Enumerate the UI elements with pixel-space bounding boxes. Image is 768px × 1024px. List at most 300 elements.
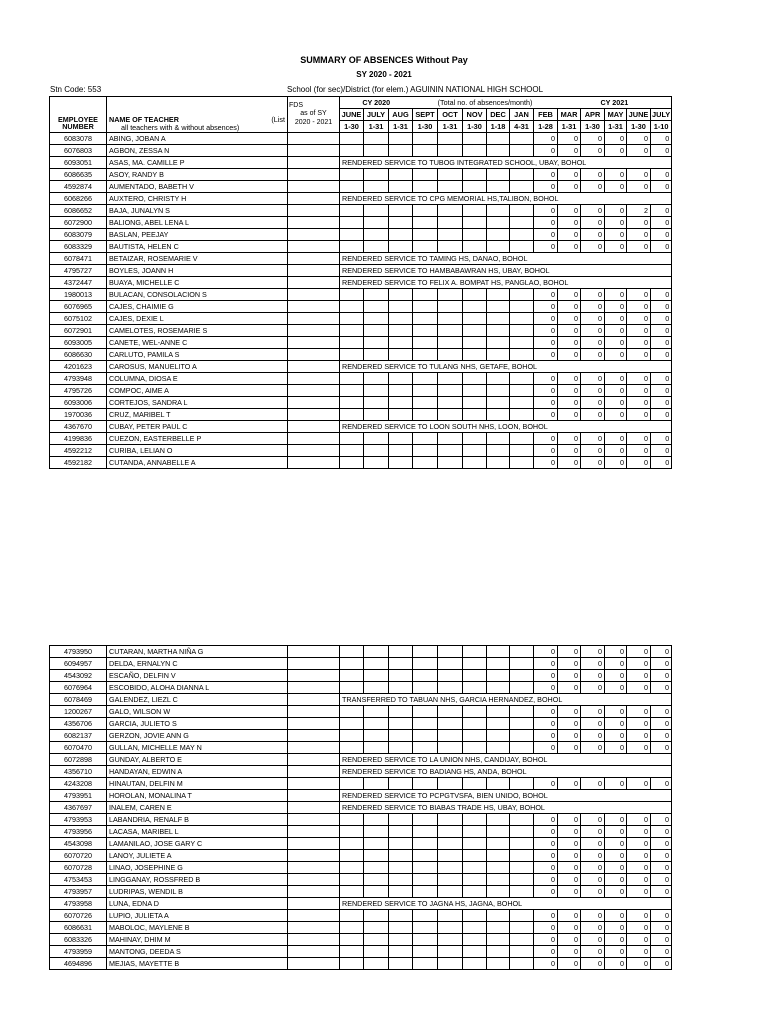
absence-cell-empty <box>413 169 438 181</box>
absence-count: 0 <box>534 373 558 385</box>
absence-cell-empty <box>487 313 510 325</box>
day-range-header-12: 1-30 <box>627 121 651 133</box>
employee-number: 6078469 <box>50 694 107 706</box>
employee-number: 6086631 <box>50 922 107 934</box>
employee-number: 4793958 <box>50 898 107 910</box>
absence-count: 0 <box>605 886 627 898</box>
station-code: Stn Code: 553 <box>50 85 102 94</box>
absence-cell-empty <box>340 874 364 886</box>
table-row <box>50 133 672 145</box>
absence-count: 0 <box>627 373 651 385</box>
absence-count: 0 <box>581 205 605 217</box>
fds-cell <box>288 193 340 205</box>
absence-cell-empty <box>340 433 364 445</box>
absence-count: 0 <box>558 301 581 313</box>
absence-cell-empty <box>510 718 534 730</box>
absence-cell-empty <box>438 133 463 145</box>
absence-cell-empty <box>340 718 364 730</box>
absence-cell-empty <box>364 397 389 409</box>
absence-count: 0 <box>651 862 672 874</box>
absence-count: 0 <box>627 706 651 718</box>
absence-cell-empty <box>438 313 463 325</box>
absence-count: 0 <box>534 874 558 886</box>
table-row <box>50 253 672 265</box>
absence-cell-empty <box>364 385 389 397</box>
absence-count: 0 <box>558 409 581 421</box>
absence-cell-empty <box>438 850 463 862</box>
employee-number-header <box>50 97 107 133</box>
absence-cell-empty <box>510 682 534 694</box>
absence-cell-empty <box>389 886 413 898</box>
absence-cell-empty <box>463 778 487 790</box>
absence-cell-empty <box>438 409 463 421</box>
month-header-7: JAN <box>510 109 534 121</box>
absence-count: 0 <box>581 862 605 874</box>
absence-cell-empty <box>487 874 510 886</box>
absence-cell-empty <box>413 910 438 922</box>
absence-cell-empty <box>340 682 364 694</box>
absence-cell-empty <box>413 349 438 361</box>
absence-cell-empty <box>340 325 364 337</box>
absence-count: 0 <box>534 922 558 934</box>
teacher-name: CAJES, CHAIMIE G <box>107 301 288 313</box>
teacher-name: MEJIAS, MAYETTE B <box>107 958 288 970</box>
fds-cell <box>288 133 340 145</box>
teacher-name: CARLUTO, PAMILA S <box>107 349 288 361</box>
absence-cell-empty <box>438 910 463 922</box>
employee-number: 6070720 <box>50 850 107 862</box>
table-row <box>50 874 672 886</box>
absence-cell-empty <box>364 922 389 934</box>
absence-cell-empty <box>510 874 534 886</box>
absence-count: 0 <box>627 730 651 742</box>
table-row <box>50 349 672 361</box>
teacher-name: LUDRIPAS, WENDIL B <box>107 886 288 898</box>
absence-cell-empty <box>510 133 534 145</box>
employee-number: 4793956 <box>50 826 107 838</box>
fds-cell <box>288 421 340 433</box>
absence-cell-empty <box>438 229 463 241</box>
employee-number: 6076964 <box>50 682 107 694</box>
absence-count: 0 <box>627 385 651 397</box>
absence-cell-empty <box>340 670 364 682</box>
absence-count: 0 <box>605 409 627 421</box>
absence-cell-empty <box>463 862 487 874</box>
fds-cell <box>288 766 340 778</box>
absence-count: 0 <box>581 850 605 862</box>
absence-count: 0 <box>581 241 605 253</box>
month-header-11: MAY <box>605 109 627 121</box>
absence-count: 0 <box>605 169 627 181</box>
table-row <box>50 790 672 802</box>
month-header-12: JUNE <box>627 109 651 121</box>
employee-number: 4356710 <box>50 766 107 778</box>
absence-cell-empty <box>389 289 413 301</box>
employee-number: 4201623 <box>50 361 107 373</box>
absence-count: 0 <box>605 706 627 718</box>
absence-cell-empty <box>413 646 438 658</box>
absence-count: 0 <box>605 133 627 145</box>
absence-count: 0 <box>627 826 651 838</box>
absence-cell-empty <box>364 958 389 970</box>
teacher-name: ESCOBIDO, ALOHA DIANNA L <box>107 682 288 694</box>
absence-count: 0 <box>627 325 651 337</box>
employee-number: 6086630 <box>50 349 107 361</box>
absence-cell-empty <box>487 145 510 157</box>
absence-count: 0 <box>581 397 605 409</box>
absence-cell-empty <box>438 169 463 181</box>
teacher-name: GARCIA, JULIETO S <box>107 718 288 730</box>
absence-cell-empty <box>487 922 510 934</box>
fds-cell <box>288 838 340 850</box>
absence-cell-empty <box>487 958 510 970</box>
fds-cell <box>288 265 340 277</box>
absence-count: 0 <box>627 229 651 241</box>
absence-count: 0 <box>534 385 558 397</box>
absence-count: 0 <box>627 217 651 229</box>
absence-cell-empty <box>413 742 438 754</box>
absence-count: 0 <box>534 301 558 313</box>
absence-count: 0 <box>534 397 558 409</box>
absence-count: 0 <box>581 742 605 754</box>
absence-cell-empty <box>413 838 438 850</box>
absence-cell-empty <box>340 349 364 361</box>
absence-count: 0 <box>627 838 651 850</box>
absence-cell-empty <box>389 205 413 217</box>
month-header-6: DEC <box>487 109 510 121</box>
absence-cell-empty <box>510 241 534 253</box>
absence-count: 0 <box>627 946 651 958</box>
table-row <box>50 730 672 742</box>
absence-cell-empty <box>413 409 438 421</box>
absence-cell-empty <box>364 313 389 325</box>
absence-count: 0 <box>651 910 672 922</box>
service-note: RENDERED SERVICE TO TULANG NHS, GETAFE, BOHOL <box>340 361 672 373</box>
employee-number: 4793953 <box>50 814 107 826</box>
absence-cell-empty <box>510 181 534 193</box>
absence-cell-empty <box>389 337 413 349</box>
absence-cell-empty <box>487 658 510 670</box>
table-row <box>50 457 672 469</box>
absence-cell-empty <box>413 682 438 694</box>
absence-cell-empty <box>487 385 510 397</box>
absence-count: 0 <box>581 658 605 670</box>
teacher-name: COMPOC, AIME A <box>107 385 288 397</box>
absence-count: 0 <box>651 229 672 241</box>
absence-cell-empty <box>389 409 413 421</box>
absence-cell-empty <box>487 181 510 193</box>
teacher-name: LAMANILAO, JOSE GARY C <box>107 838 288 850</box>
absence-cell-empty <box>364 337 389 349</box>
absence-count: 0 <box>534 862 558 874</box>
employee-number: 6083078 <box>50 133 107 145</box>
absence-cell-empty <box>413 445 438 457</box>
absence-cell-empty <box>364 778 389 790</box>
teacher-name: BAUTISTA, HELEN C <box>107 241 288 253</box>
absence-cell-empty <box>340 385 364 397</box>
absence-count: 0 <box>605 826 627 838</box>
day-range-header-2: 1-31 <box>389 121 413 133</box>
table-row <box>50 958 672 970</box>
fds-cell <box>288 646 340 658</box>
absence-cell-empty <box>487 373 510 385</box>
report-title: SUMMARY OF ABSENCES Without Pay <box>300 55 468 65</box>
absence-count: 0 <box>627 181 651 193</box>
absence-cell-empty <box>364 229 389 241</box>
absence-cell-empty <box>413 205 438 217</box>
absence-cell-empty <box>389 730 413 742</box>
absence-count: 0 <box>627 301 651 313</box>
absence-cell-empty <box>510 838 534 850</box>
absence-cell-empty <box>463 445 487 457</box>
service-note: RENDERED SERVICE TO PCPGTVSFA, BIEN UNIDO, BOHOL <box>340 790 672 802</box>
employee-number: 6083326 <box>50 934 107 946</box>
absence-cell-empty <box>364 349 389 361</box>
absence-count: 0 <box>558 874 581 886</box>
absence-cell-empty <box>463 874 487 886</box>
service-note: RENDERED SERVICE TO BADIANG HS, ANDA, BOHOL <box>340 766 672 778</box>
fds-cell <box>288 325 340 337</box>
teacher-name: COLUMNA, DIOSA E <box>107 373 288 385</box>
absence-count: 0 <box>534 778 558 790</box>
month-header-9: MAR <box>558 109 581 121</box>
absence-cell-empty <box>510 445 534 457</box>
service-note: RENDERED SERVICE TO CPG MEMORIAL HS,TALIBON, BOHOL <box>340 193 672 205</box>
absence-cell-empty <box>413 730 438 742</box>
absence-count: 0 <box>581 217 605 229</box>
absence-cell-empty <box>438 742 463 754</box>
absence-count: 0 <box>534 325 558 337</box>
day-range-header-13: 1-10 <box>651 121 672 133</box>
absence-cell-empty <box>340 445 364 457</box>
absence-cell-empty <box>510 886 534 898</box>
absence-count: 0 <box>581 958 605 970</box>
employee-header-line1: EMPLOYEE <box>58 114 98 124</box>
absence-cell-empty <box>413 145 438 157</box>
absence-cell-empty <box>487 457 510 469</box>
absence-cell-empty <box>487 706 510 718</box>
absence-cell-empty <box>510 862 534 874</box>
absence-count: 0 <box>627 169 651 181</box>
table-row <box>50 946 672 958</box>
absence-count: 0 <box>627 658 651 670</box>
absence-cell-empty <box>364 946 389 958</box>
absence-count: 0 <box>558 349 581 361</box>
absence-cell-empty <box>510 778 534 790</box>
fds-header-line1: FDS <box>289 102 303 110</box>
absence-cell-empty <box>487 337 510 349</box>
fds-cell <box>288 181 340 193</box>
absence-count: 0 <box>558 445 581 457</box>
fds-cell <box>288 934 340 946</box>
teacher-name: ASOY, RANDY B <box>107 169 288 181</box>
absence-count: 0 <box>605 217 627 229</box>
absence-count: 0 <box>558 205 581 217</box>
teacher-name: GULLAN, MICHELLE MAY N <box>107 742 288 754</box>
absence-cell-empty <box>364 181 389 193</box>
fds-cell <box>288 205 340 217</box>
absence-count: 0 <box>534 850 558 862</box>
absence-cell-empty <box>438 682 463 694</box>
absence-cell-empty <box>438 946 463 958</box>
day-range-header-7: 4-31 <box>510 121 534 133</box>
absence-count: 0 <box>558 886 581 898</box>
table-row <box>50 670 672 682</box>
absence-cell-empty <box>340 205 364 217</box>
absence-cell-empty <box>389 958 413 970</box>
absence-count: 0 <box>651 958 672 970</box>
employee-number: 4356706 <box>50 718 107 730</box>
teacher-name-header <box>107 97 288 133</box>
absence-count: 0 <box>605 301 627 313</box>
employee-number: 4795727 <box>50 265 107 277</box>
absence-count: 0 <box>627 457 651 469</box>
absence-cell-empty <box>413 229 438 241</box>
teacher-name: AUXTERO, CHRISTY H <box>107 193 288 205</box>
absence-count: 0 <box>534 670 558 682</box>
absence-cell-empty <box>340 217 364 229</box>
teacher-name: HOROLAN, MONALINA T <box>107 790 288 802</box>
absence-cell-empty <box>340 862 364 874</box>
absence-count: 0 <box>558 958 581 970</box>
absence-cell-empty <box>510 301 534 313</box>
employee-number: 6070726 <box>50 910 107 922</box>
absence-count: 0 <box>558 934 581 946</box>
absence-cell-empty <box>389 445 413 457</box>
table-row <box>50 886 672 898</box>
absence-cell-empty <box>463 826 487 838</box>
absence-cell-empty <box>364 658 389 670</box>
employee-number: 6078471 <box>50 253 107 265</box>
absence-cell-empty <box>389 814 413 826</box>
absence-cell-empty <box>340 658 364 670</box>
fds-cell <box>288 289 340 301</box>
table-row <box>50 754 672 766</box>
absence-count: 0 <box>651 241 672 253</box>
absence-count: 0 <box>581 445 605 457</box>
absence-cell-empty <box>364 718 389 730</box>
absence-count: 0 <box>581 133 605 145</box>
absence-cell-empty <box>463 850 487 862</box>
employee-number: 1970036 <box>50 409 107 421</box>
fds-cell <box>288 802 340 814</box>
absence-count: 0 <box>627 874 651 886</box>
absence-cell-empty <box>487 241 510 253</box>
absence-count: 0 <box>534 934 558 946</box>
teacher-name: LUPIO, JULIETA A <box>107 910 288 922</box>
absence-cell-empty <box>463 145 487 157</box>
absence-cell-empty <box>438 373 463 385</box>
absence-cell-empty <box>438 886 463 898</box>
absence-cell-empty <box>510 850 534 862</box>
absence-count: 0 <box>558 718 581 730</box>
absence-cell-empty <box>340 730 364 742</box>
table-row <box>50 229 672 241</box>
absence-cell-empty <box>438 181 463 193</box>
absence-count: 0 <box>605 241 627 253</box>
absence-cell-empty <box>510 910 534 922</box>
absence-cell-empty <box>510 337 534 349</box>
absence-cell-empty <box>438 646 463 658</box>
absence-count: 0 <box>534 457 558 469</box>
teacher-name: LUNA, EDNA D <box>107 898 288 910</box>
absence-count: 0 <box>627 241 651 253</box>
absence-cell-empty <box>487 349 510 361</box>
teacher-name: CUTANDA, ANNABELLE A <box>107 457 288 469</box>
absence-count: 0 <box>627 145 651 157</box>
table-row <box>50 934 672 946</box>
employee-number: 4592874 <box>50 181 107 193</box>
table-row <box>50 742 672 754</box>
absence-count: 0 <box>581 181 605 193</box>
absence-cell-empty <box>510 229 534 241</box>
absence-count: 0 <box>558 850 581 862</box>
absence-cell-empty <box>389 229 413 241</box>
absence-cell-empty <box>389 325 413 337</box>
absence-count: 0 <box>627 682 651 694</box>
table-row <box>50 682 672 694</box>
absence-cell-empty <box>438 385 463 397</box>
absence-cell-empty <box>510 814 534 826</box>
absence-cell-empty <box>438 922 463 934</box>
absence-cell-empty <box>438 838 463 850</box>
absence-count: 0 <box>581 229 605 241</box>
absence-cell-empty <box>340 169 364 181</box>
absence-count: 0 <box>534 229 558 241</box>
absence-count: 0 <box>534 886 558 898</box>
table-row <box>50 361 672 373</box>
absences-table-page-1 <box>49 96 672 469</box>
absence-cell-empty <box>510 706 534 718</box>
absence-count: 0 <box>605 742 627 754</box>
absence-cell-empty <box>340 742 364 754</box>
fds-cell <box>288 457 340 469</box>
absence-count: 0 <box>558 313 581 325</box>
absence-cell-empty <box>510 325 534 337</box>
absence-cell-empty <box>364 445 389 457</box>
teacher-name: HANDAYAN, EDWIN A <box>107 766 288 778</box>
absence-cell-empty <box>463 313 487 325</box>
absence-cell-empty <box>389 397 413 409</box>
absence-count: 0 <box>627 718 651 730</box>
absence-cell-empty <box>510 289 534 301</box>
fds-cell <box>288 670 340 682</box>
fds-cell <box>288 277 340 289</box>
absence-count: 0 <box>605 862 627 874</box>
absence-count: 0 <box>581 886 605 898</box>
absence-cell-empty <box>438 874 463 886</box>
service-note: RENDERED SERVICE TO HAMBABAWRAN HS, UBAY, BOHOL <box>340 265 672 277</box>
absence-cell-empty <box>340 313 364 325</box>
absence-cell-empty <box>340 181 364 193</box>
absence-cell-empty <box>438 397 463 409</box>
absence-cell-empty <box>463 205 487 217</box>
absence-cell-empty <box>364 934 389 946</box>
absence-cell-empty <box>463 385 487 397</box>
teacher-name: CUTARAN, MARTHA NIÑA G <box>107 646 288 658</box>
fds-cell <box>288 718 340 730</box>
absence-cell-empty <box>413 217 438 229</box>
teacher-name: BASLAN, PEEJAY <box>107 229 288 241</box>
absence-count: 0 <box>534 337 558 349</box>
fds-cell <box>288 361 340 373</box>
absence-cell-empty <box>413 850 438 862</box>
fds-cell <box>288 169 340 181</box>
absence-count: 0 <box>581 670 605 682</box>
absence-count: 0 <box>581 922 605 934</box>
absence-cell-empty <box>487 445 510 457</box>
cy2020-header: CY 2020 <box>340 97 413 109</box>
